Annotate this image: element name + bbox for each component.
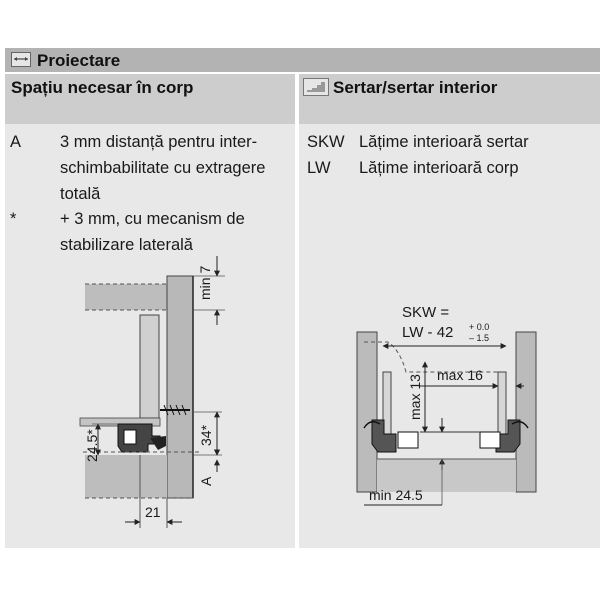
note-line: stabilizare laterală [60, 236, 193, 254]
note-line: totală [60, 185, 101, 203]
legend-key: SKW [307, 133, 345, 151]
note-line: schimbabilitate cu extragere [60, 159, 266, 177]
left-cross-section [80, 256, 225, 528]
dim-skw-formula: LW - 42 [402, 324, 454, 341]
right-cabinet-side [516, 332, 536, 492]
tol-plus: + 0.0 [469, 322, 490, 332]
dim-max13: max 13 [407, 374, 423, 420]
dim-min24-5: min 24.5 [369, 487, 423, 503]
left-runner [372, 420, 396, 452]
dim-skw: SKW = [402, 304, 450, 321]
legend-text: Lățime interioară sertar [359, 133, 529, 151]
dim-max16: max 16 [437, 367, 483, 383]
note-line: 3 mm distanță pentru inter- [60, 133, 258, 151]
dim-21: 21 [145, 504, 161, 520]
right-cross-section [357, 304, 536, 505]
left-cabinet-side [357, 332, 377, 492]
dim-34: 34* [198, 424, 214, 446]
tol-minus: – 1.5 [469, 333, 490, 343]
top-shelf [85, 284, 167, 310]
left-panel-title: Spațiu necesar în corp [11, 78, 194, 97]
note-key: A [10, 133, 22, 151]
dim-a: A [198, 476, 214, 486]
legend-text: Lățime interioară corp [359, 159, 519, 177]
right-panel-title: Sertar/sertar interior [333, 78, 498, 97]
dim-24-5: 24.5* [84, 429, 100, 462]
drawer-side [140, 315, 159, 418]
note-line: + 3 mm, cu mecanism de [60, 210, 245, 228]
note-key: * [10, 210, 17, 228]
section-title: Proiectare [37, 51, 121, 70]
legend-key: LW [307, 159, 331, 177]
dim-min7: min 7 [197, 265, 213, 300]
cabinet-side-panel [167, 276, 193, 498]
